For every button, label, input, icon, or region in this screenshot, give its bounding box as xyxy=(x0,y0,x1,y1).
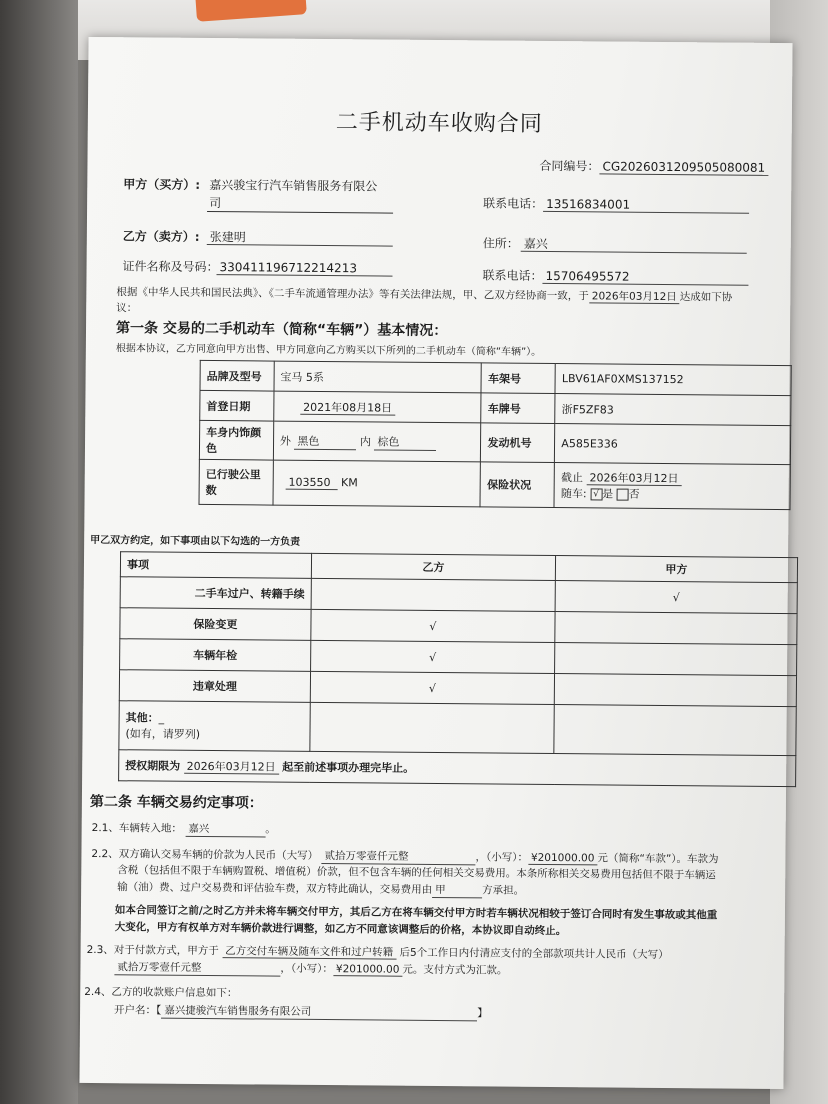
reg-date-cell xyxy=(274,391,482,423)
clause-2-2-line3-pre: 输（油）费、过户交易费和评估验车费，双方特此确认，交易费用由 xyxy=(117,881,433,896)
brand-value: 宝马 5系 xyxy=(274,361,482,393)
mark-party-a xyxy=(554,674,796,707)
mark-party-b xyxy=(311,578,555,611)
column-header-party-a: 甲方 xyxy=(555,556,797,583)
article1-intro: 根据本协议，乙方同意向甲方出售、甲方同意向乙方购买以下所列的二手机动车（简称“车辆”）。 xyxy=(115,343,542,358)
price-uppercase: 贰拾万零壹仟元整 xyxy=(321,849,475,865)
account-holder-end: 】 xyxy=(477,1007,488,1020)
clause-2-1-value: 嘉兴 xyxy=(185,822,265,838)
party-b-label: 乙方（卖方）: xyxy=(122,229,200,244)
item-insurance-change: 保险变更 xyxy=(120,608,311,641)
column-header-party-b: 乙方 xyxy=(311,553,555,580)
fee-payer: 甲 xyxy=(432,883,482,898)
mark-party-b: √ xyxy=(310,640,554,673)
vin-label: 车架号 xyxy=(481,363,555,394)
clause-2-4: 2.4、乙方的收款账户信息如下： xyxy=(84,985,238,1000)
insurance-until-date: 2026年03月12日 xyxy=(586,471,681,486)
contract-number-value: CG2026031209505080081 xyxy=(599,159,768,175)
contract-number xyxy=(539,159,768,175)
party-b-id-label: 证件名称及号码： xyxy=(122,259,219,275)
other-party-a xyxy=(554,705,796,756)
mileage-label-line2: 数 xyxy=(205,483,217,498)
background-left-shadow xyxy=(0,0,78,1104)
clause-2-3-line2 xyxy=(114,960,507,978)
plate-value: 浙F5ZF83 xyxy=(555,394,791,426)
preamble-line2: 议： xyxy=(116,302,138,315)
clause-2-3-end: 元。支付方式为汇款。 xyxy=(402,963,508,977)
mark-party-b: √ xyxy=(311,609,555,642)
exterior-label: 外 xyxy=(279,434,291,448)
responsibilities-table xyxy=(118,551,798,787)
party-a-name-line1: 嘉兴骏宝行汽车销售服务有限公 xyxy=(209,178,378,194)
clause-2-2-line3 xyxy=(117,880,524,899)
vehicle-info-table xyxy=(198,360,791,510)
mileage-cell xyxy=(273,460,481,507)
party-a-label: 甲方（买方）: xyxy=(123,177,201,192)
mark-party-a: √ xyxy=(555,581,797,614)
insurance-label: 保险状况 xyxy=(480,462,554,508)
payment-uppercase: 贰拾万零壹仟元整 xyxy=(114,960,280,976)
party-b-phone-label: 联系电话： xyxy=(482,268,543,283)
preamble-date: 2026年03月12日 xyxy=(589,290,680,304)
exterior-color: 黑色 xyxy=(294,432,356,450)
color-values xyxy=(273,421,481,462)
price-adjustment-line1: 如本合同签订之前/之时乙方并未将车辆交付甲方，其后乙方在将车辆交付甲方时若车辆状况相较于签订合同时有发生事故或其他重 xyxy=(114,904,718,922)
price-number: ¥201000.00 xyxy=(528,852,598,866)
document-title: 二手机动车收购合同 xyxy=(335,110,543,137)
party-a-phone-label: 联系电话： xyxy=(483,196,544,211)
insurance-until-label: 截止 xyxy=(560,471,584,485)
column-header-item: 事项 xyxy=(120,552,311,579)
interior-color: 棕色 xyxy=(374,433,436,451)
clause-2-1-label: 2.1、车辆转入地： xyxy=(91,822,182,835)
clause-2-2-prefix: 2.2、双方确认交易车辆的价款为人民币（大写） xyxy=(91,848,319,862)
other-value: _ xyxy=(158,711,165,725)
other-label: 其他： xyxy=(125,711,159,725)
authorization-date: 2026年03月12日 xyxy=(184,760,279,775)
with-car-no-label: 否 xyxy=(628,487,640,501)
clause-2-2-line2: 含税（包括但不限于车辆购置税、增值税）价款，但不包含车辆的任何相关交易费用。本条所称相关交易费用包括但不限于车辆运 xyxy=(117,864,716,882)
party-b-phone: 15706495572 xyxy=(542,269,748,286)
interior-label: 内 xyxy=(359,434,371,448)
table-row-other xyxy=(119,701,796,756)
authorization-period xyxy=(119,750,796,787)
with-car-no-checkbox xyxy=(617,489,629,501)
color-label-line1: 车身内饰颜 xyxy=(206,425,262,440)
clause-2-2-mid: ，（小写）： xyxy=(475,851,529,864)
preamble-text: 根据《中华人民共和国民法典》、《二手车流通管理办法》等有关法律法规，甲、乙双方经协商一致，于 xyxy=(116,286,589,303)
mark-party-b: √ xyxy=(310,671,554,704)
clause-2-1-end: 。 xyxy=(265,823,276,836)
party-b-name: 张建明 xyxy=(207,230,393,247)
clause-2-3-line1 xyxy=(87,943,669,962)
payment-condition: 乙方交付车辆及随车文件和过户转籍 xyxy=(222,945,396,960)
mark-party-a xyxy=(555,643,797,676)
account-holder-name: 嘉兴捷骏汽车销售服务有限公司 xyxy=(161,1004,477,1022)
payment-number: ¥201000.00 xyxy=(333,963,403,977)
item-other xyxy=(119,701,310,752)
mileage-unit: KM xyxy=(340,476,358,490)
party-a-name-underline xyxy=(207,211,393,214)
with-car-yes-label: 是 xyxy=(602,487,614,501)
mileage-label-line1: 已行驶公里 xyxy=(205,467,261,482)
mileage-label xyxy=(199,459,273,505)
clause-2-2-post: 元（简称“车款”）。车款为 xyxy=(597,852,719,866)
clause-2-3-post: 后5个工作日内付清应支付的全部款项共计人民币（大写） xyxy=(399,946,669,962)
clause-2-3-mid: ，（小写）： xyxy=(280,962,334,976)
vin-value: LBV61AF0XMS137152 xyxy=(555,364,791,396)
engine-label: 发动机号 xyxy=(481,423,555,463)
price-adjustment-line2: 大变化，甲方有权单方对车辆价款进行调整，如乙方不同意该调整后的价格，本协议即自动终止。 xyxy=(114,921,567,938)
authorization-end: 起至前述事项办理完毕止。 xyxy=(282,760,415,775)
party-a-phone: 13516834001 xyxy=(543,197,749,214)
insurance-cell xyxy=(554,463,790,510)
item-violations: 违章处理 xyxy=(119,670,310,703)
party-b-id: 330411196712214213 xyxy=(217,260,393,277)
with-car-yes-checkbox: √ xyxy=(590,488,602,500)
engine-value: A585E336 xyxy=(555,424,791,465)
reg-date-value: 2021年08月18日 xyxy=(300,400,395,415)
plate-label: 车牌号 xyxy=(481,393,555,424)
party-a-name-line2: 司 xyxy=(209,196,222,211)
color-label xyxy=(199,420,273,460)
authorization-label: 授权期限为 xyxy=(125,759,181,773)
reg-date-label: 首登日期 xyxy=(200,390,274,421)
item-transfer: 二手车过户、转籍手续 xyxy=(120,577,311,610)
mark-party-a xyxy=(555,612,797,645)
clause-2-1 xyxy=(92,821,276,838)
other-party-b xyxy=(310,702,555,753)
item-annual-inspection: 车辆年检 xyxy=(120,639,311,672)
clause-2-3-prefix: 2.3、对于付款方式，甲方于 xyxy=(86,943,219,958)
account-holder-label: 开户名：【 xyxy=(114,1004,162,1017)
party-b-address: 嘉兴 xyxy=(521,237,747,254)
party-b-address-label: 住所： xyxy=(482,236,519,251)
mileage-value: 103550 xyxy=(285,476,337,490)
preamble-line1 xyxy=(116,285,732,304)
other-hint: (如有，请罗列) xyxy=(125,727,201,741)
with-car-label: 随车: xyxy=(560,487,587,501)
contract-sheet xyxy=(79,37,792,1089)
brand-label: 品牌及型号 xyxy=(200,360,274,391)
preamble-text-end: 达成如下协 xyxy=(679,291,733,304)
contract-number-label: 合同编号： xyxy=(539,158,600,174)
clause-2-2-line3-post: 方承担。 xyxy=(482,884,525,897)
article2-heading: 第二条 车辆交易约定事项： xyxy=(89,793,263,812)
color-label-line2: 色 xyxy=(205,441,218,456)
account-holder-line xyxy=(114,1003,488,1021)
responsibilities-heading: 甲乙双方约定，如下事项由以下勾选的一方负责 xyxy=(90,534,301,548)
article1-heading: 第一条 交易的二手机动车（简称“车辆”）基本情况： xyxy=(115,320,448,340)
